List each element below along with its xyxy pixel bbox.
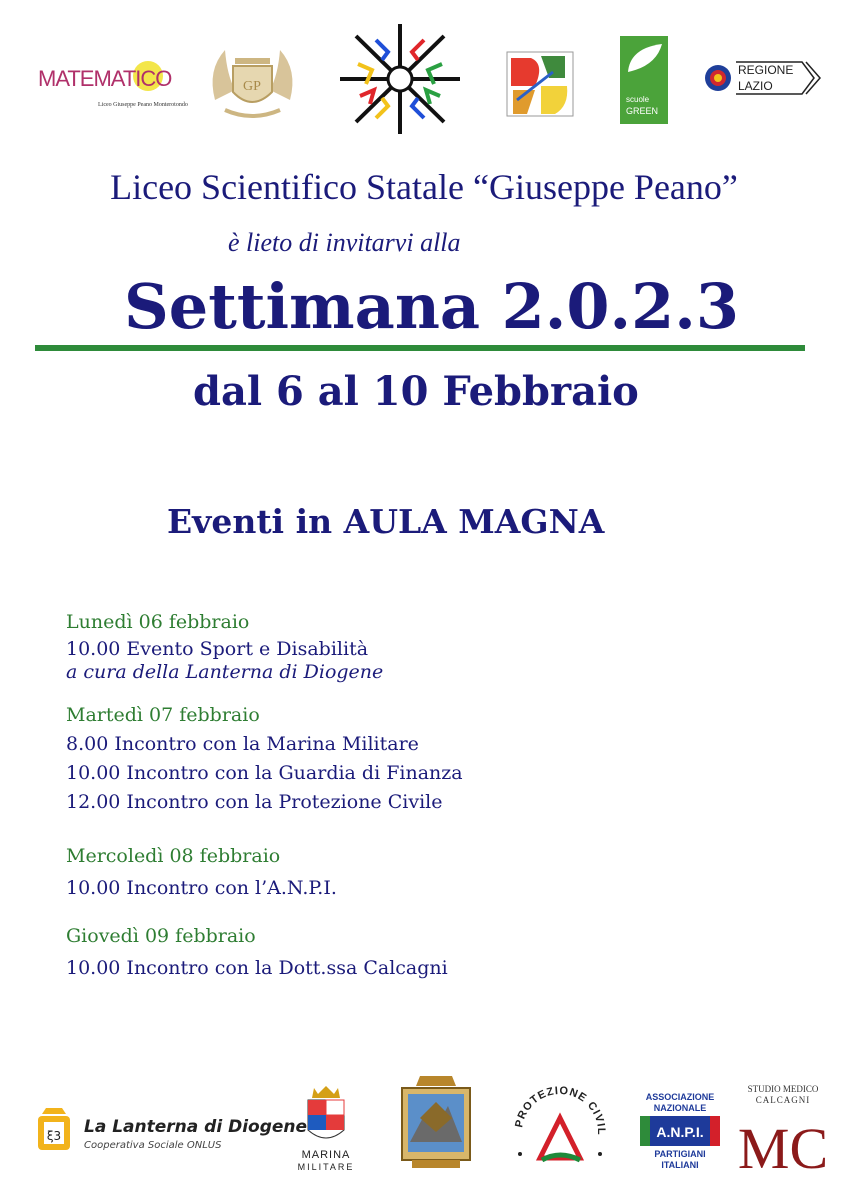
regione-lazio-logo: [702, 58, 824, 98]
svg-text:STUDIO MEDICO: STUDIO MEDICO: [747, 1084, 819, 1094]
svg-text:REGIONE: REGIONE: [738, 63, 794, 77]
schedule-item: 10.00 Incontro con la Dott.ssa Calcagni: [66, 957, 448, 979]
schedule-item: 10.00 Incontro con l’A.N.P.I.: [66, 877, 337, 899]
day-heading-wednesday: Mercoledì 08 febbraio: [66, 845, 281, 867]
schedule-note: a cura della Lanterna di Diogene: [66, 661, 384, 683]
svg-text:GREEN: GREEN: [626, 106, 659, 116]
svg-text:ASSOCIAZIONE: ASSOCIAZIONE: [645, 1092, 715, 1102]
svg-text:Cooperativa Sociale ONLUS: Cooperativa Sociale ONLUS: [84, 1140, 222, 1151]
schedule-item: 8.00 Incontro con la Marina Militare: [66, 733, 419, 755]
matematico-logo: [36, 52, 188, 122]
lanterna-di-diogene-logo: [28, 1100, 308, 1160]
day-heading-thursday: Giovedì 09 febbraio: [66, 925, 256, 947]
school-crest-icon: [205, 40, 300, 122]
invite-text: è lieto di invitarvi alla: [228, 228, 461, 257]
svg-text:LAZIO: LAZIO: [738, 79, 773, 93]
svg-text:A.N.P.I.: A.N.P.I.: [656, 1124, 704, 1140]
venue-heading: Eventi in AULA MAGNA: [167, 502, 605, 541]
marina-militare-logo: [288, 1082, 364, 1174]
svg-text:La Lanterna di Diogene: La Lanterna di Diogene: [84, 1117, 308, 1137]
title-divider: [35, 345, 805, 351]
svg-text:NAZIONALE: NAZIONALE: [653, 1103, 707, 1113]
svg-text:scuole: scuole: [626, 95, 650, 104]
svg-text:ξ3: ξ3: [46, 1129, 62, 1143]
studio-medico-calcagni-logo: [737, 1082, 829, 1181]
schedule-item: 12.00 Incontro con la Protezione Civile: [66, 791, 443, 813]
day-heading-tuesday: Martedì 07 febbraio: [66, 704, 260, 726]
svg-text:Liceo Giuseppe Peano Monteroto: Liceo Giuseppe Peano Monterotondo: [98, 102, 188, 108]
lantern-icon: [38, 1108, 70, 1150]
protezione-civile-logo: [508, 1080, 612, 1172]
svg-text:GP: GP: [243, 79, 261, 94]
event-dates: dal 6 al 10 Febbraio: [193, 368, 639, 415]
svg-text:PROTEZIONE CIVILE: PROTEZIONE CIVIL: [513, 1084, 608, 1136]
schedule-item: 10.00 Evento Sport e Disabilità: [66, 638, 369, 660]
event-title: Settimana 2.0.2.3: [124, 270, 739, 343]
day-heading-monday: Lunedì 06 febbraio: [66, 611, 250, 633]
matematico-word: MATEMATICO: [38, 66, 172, 91]
svg-text:MILITARE: MILITARE: [297, 1162, 355, 1172]
svg-text:MARINA: MARINA: [301, 1149, 351, 1161]
svg-text:CALCAGNI: CALCAGNI: [755, 1095, 811, 1105]
svg-text:PARTIGIANI: PARTIGIANI: [654, 1149, 706, 1159]
school-name: Liceo Scientifico Statale “Giuseppe Peano”: [110, 167, 738, 207]
scuole-green-logo: [620, 36, 668, 124]
schedule-item: 10.00 Incontro con la Guardia di Finanza: [66, 762, 463, 784]
guardia-di-finanza-crest-icon: [396, 1072, 476, 1172]
svg-text:MC: MC: [737, 1116, 829, 1181]
svg-text:ITALIANI: ITALIANI: [661, 1160, 699, 1170]
dd-letters-logo-icon: [505, 50, 575, 118]
colored-star-emblem-icon: [336, 20, 464, 138]
anpi-logo: [638, 1090, 722, 1170]
